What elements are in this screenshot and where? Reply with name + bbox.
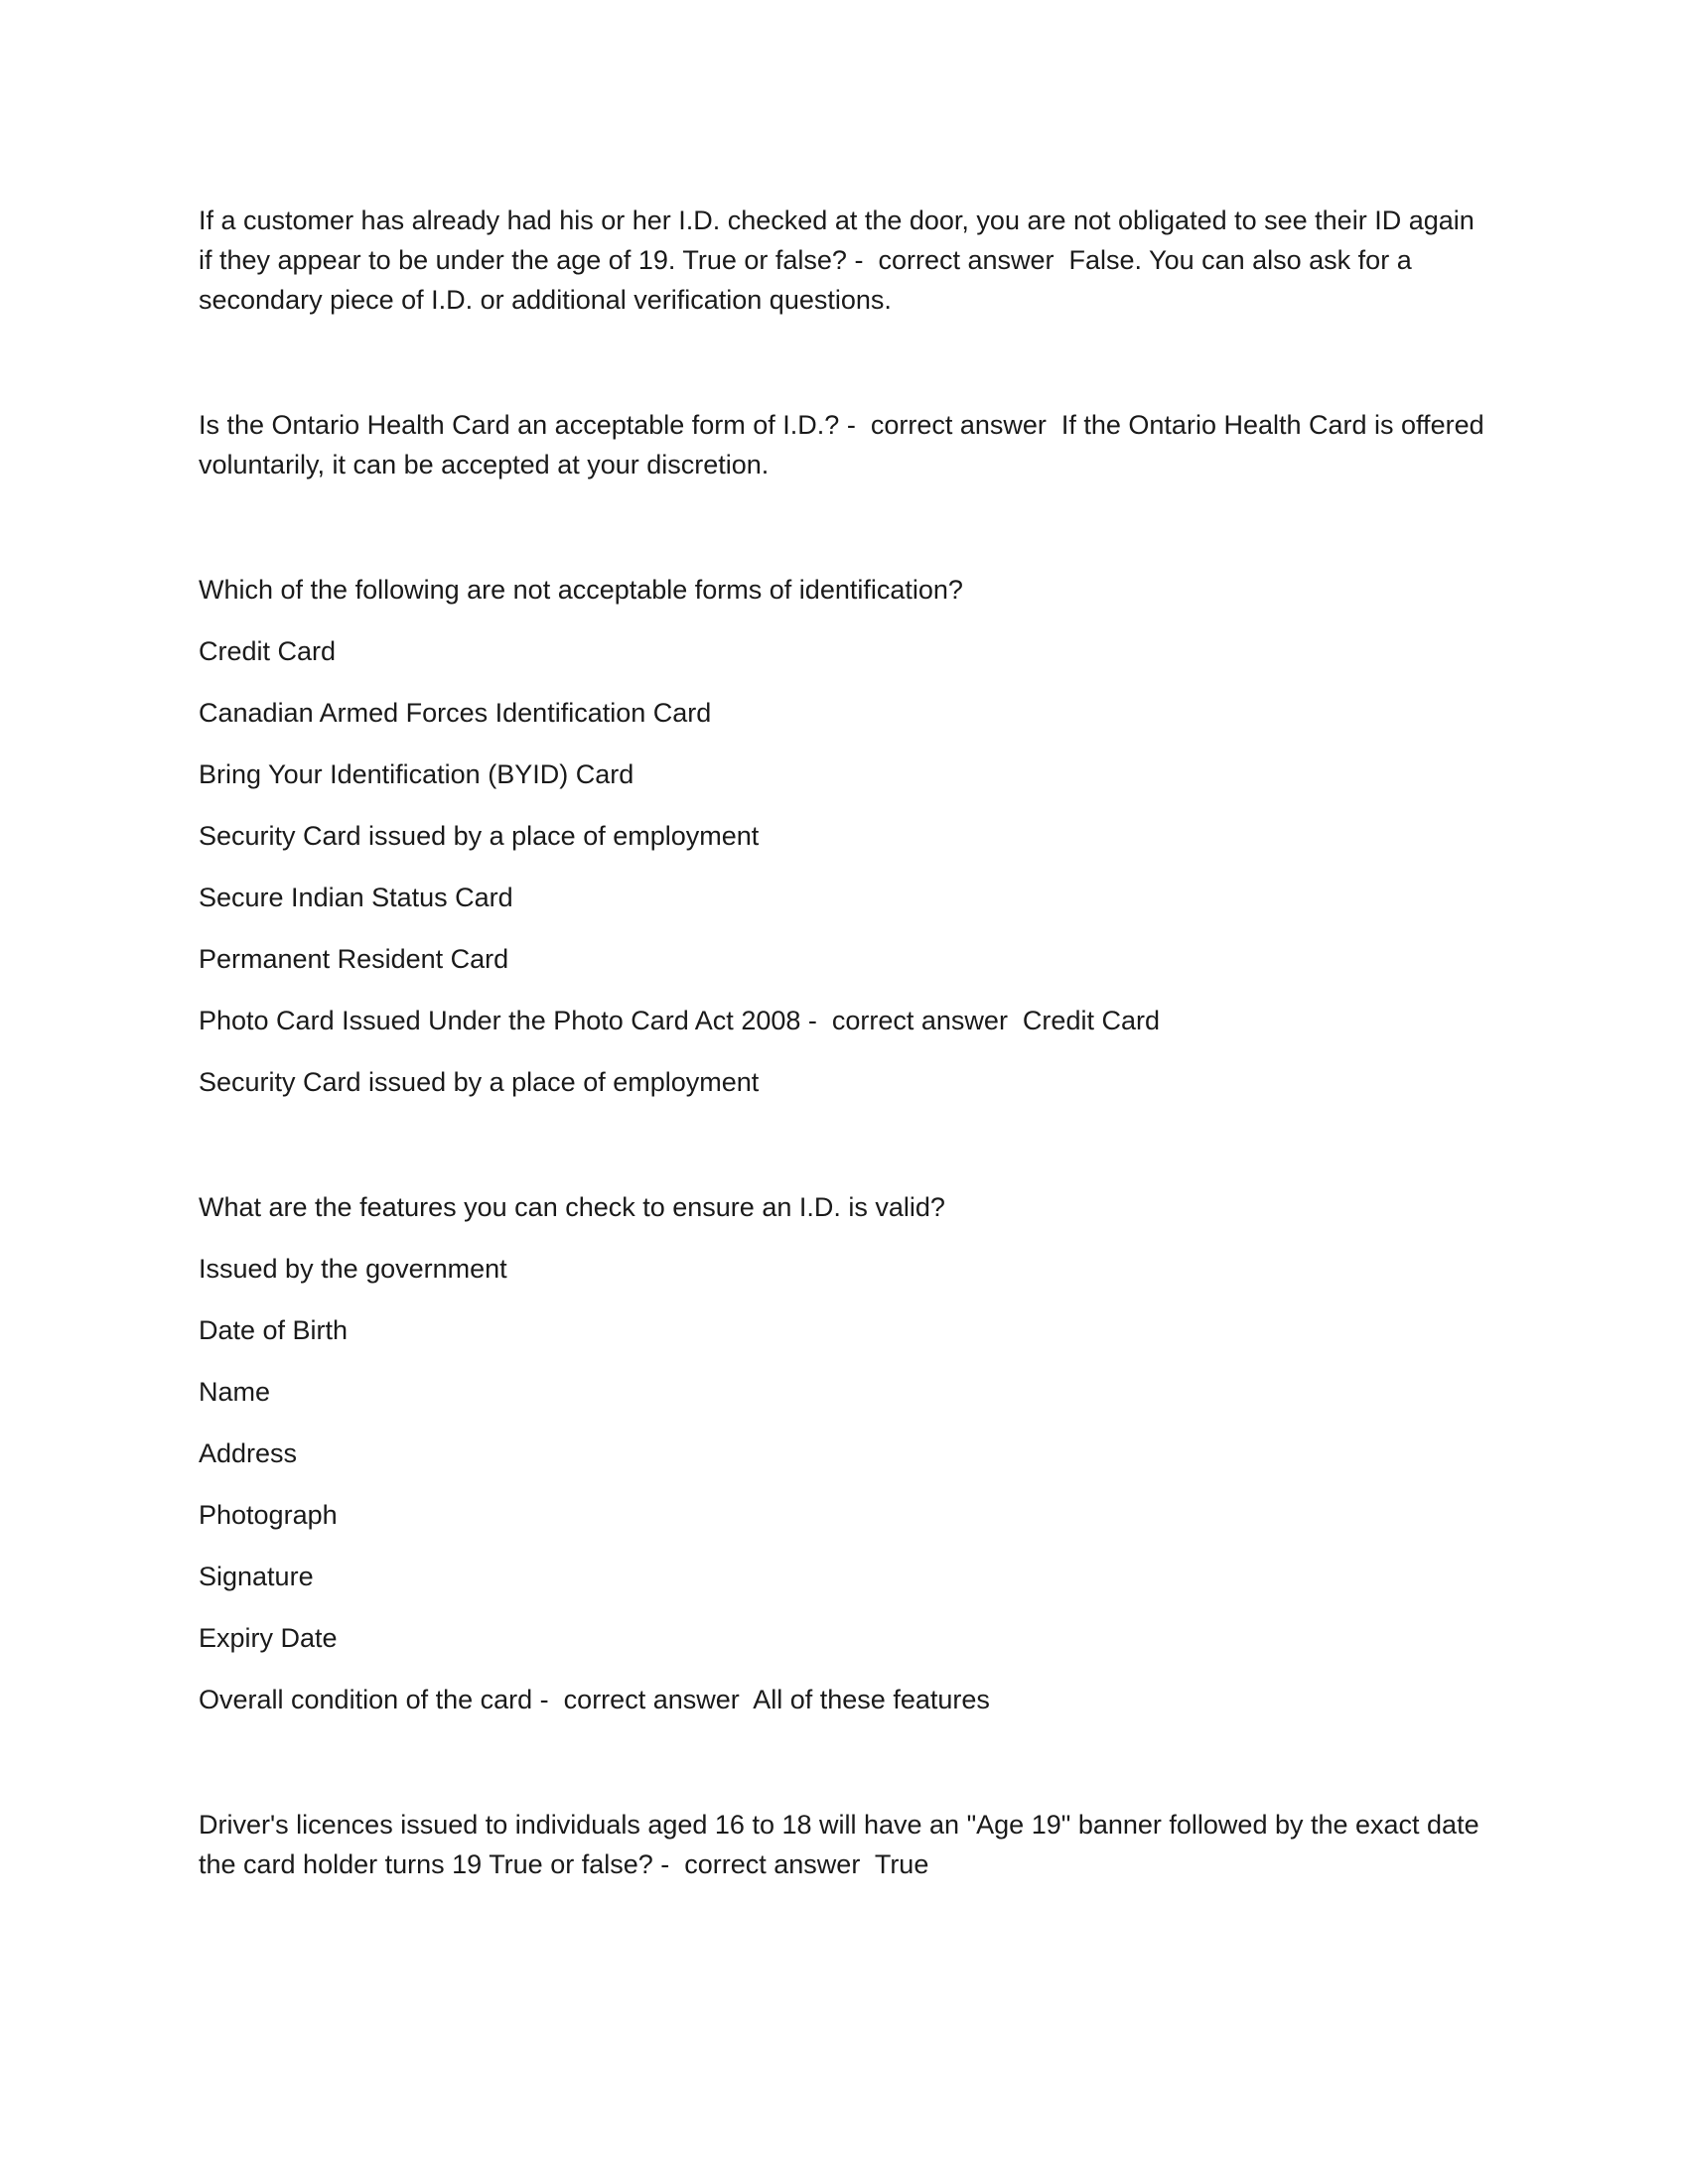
question-block-5 bbox=[199, 1805, 1489, 1884]
question-1-text: If a customer has already had his or her I.D. checked at the door, you are not obligated to see their ID again if they appear to be under the age of 19. True or false? - correct answer False. You can also ask for a secondary piece of I.D. or additional verification questions. bbox=[199, 205, 1482, 315]
spacer bbox=[199, 1719, 1489, 1805]
list-item: Permanent Resident Card bbox=[199, 944, 509, 974]
question-2-text: Is the Ontario Health Card an acceptable form of I.D.? - correct answer If the Ontario Health Card is offered voluntarily, it can be accepted at your discretion. bbox=[199, 410, 1492, 479]
document-content bbox=[199, 201, 1492, 1884]
question-5-text: Driver's licences issued to individuals aged 16 to 18 will have an "Age 19" banner followed by the exact date the card holder turns 19 True or false? - correct answer True bbox=[199, 1810, 1487, 1879]
question-block-1 bbox=[199, 201, 1489, 320]
question-block-4 bbox=[199, 1187, 1489, 1719]
list-item: Security Card issued by a place of employment bbox=[199, 821, 760, 851]
list-item: Date of Birth bbox=[199, 1315, 349, 1345]
list-item: Bring Your Identification (BYID) Card bbox=[199, 759, 634, 789]
question-block-3 bbox=[199, 570, 1489, 1102]
list-item: Secure Indian Status Card bbox=[199, 883, 513, 912]
list-item: Overall condition of the card - correct answer All of these features bbox=[199, 1685, 990, 1714]
list-item: Address bbox=[199, 1438, 298, 1468]
list-item: Name bbox=[199, 1377, 271, 1407]
spacer bbox=[199, 320, 1489, 405]
list-item: Security Card issued by a place of employment bbox=[199, 1067, 760, 1097]
list-item: Issued by the government bbox=[199, 1254, 507, 1284]
list-item: Credit Card bbox=[199, 636, 337, 666]
spacer bbox=[199, 484, 1489, 570]
question-3-text: Which of the following are not acceptable forms of identification? bbox=[199, 575, 963, 605]
list-item: Photo Card Issued Under the Photo Card Act 2008 - correct answer Credit Card bbox=[199, 1006, 1160, 1035]
list-item: Expiry Date bbox=[199, 1623, 338, 1653]
list-item: Signature bbox=[199, 1562, 314, 1591]
list-item: Canadian Armed Forces Identification Card bbox=[199, 698, 712, 728]
list-item: Photograph bbox=[199, 1500, 338, 1530]
question-block-2 bbox=[199, 405, 1492, 484]
spacer bbox=[199, 1102, 1489, 1187]
question-4-text: What are the features you can check to ensure an I.D. is valid? bbox=[199, 1192, 945, 1222]
